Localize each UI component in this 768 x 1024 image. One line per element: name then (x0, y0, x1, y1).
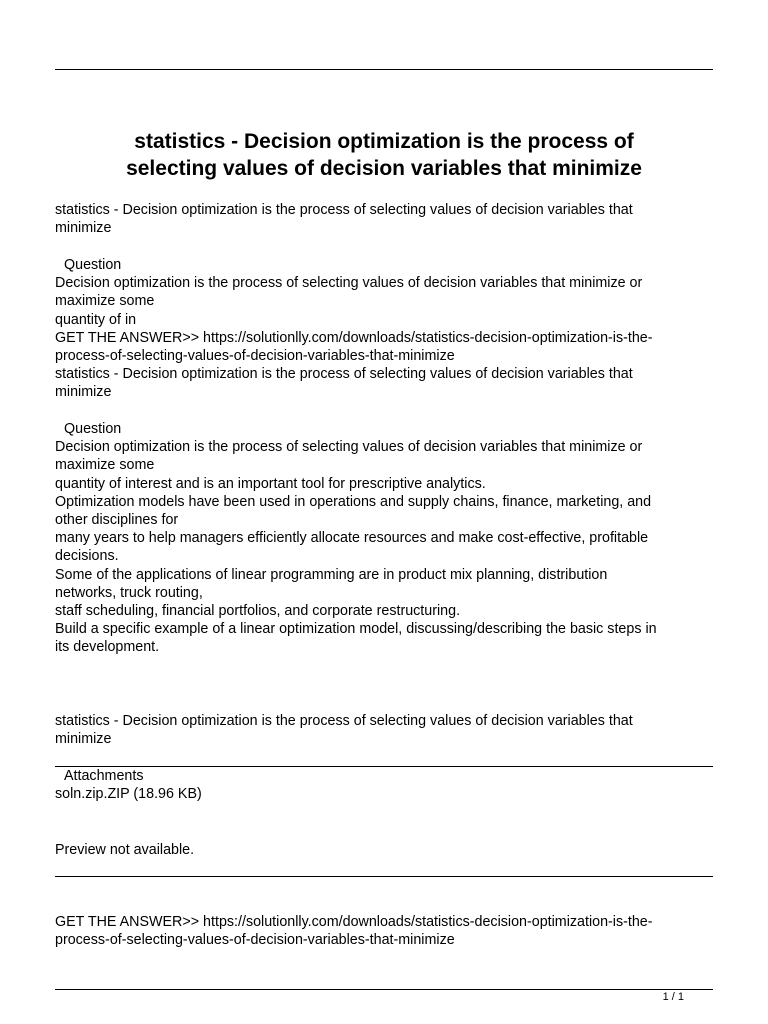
question-heading: Question (64, 421, 122, 437)
answer-link-line[interactable]: process-of-selecting-values-of-decision-variables-that-minimize (55, 932, 455, 949)
question-line: staff scheduling, financial portfolios, and corporate restructuring. (55, 603, 461, 620)
question-line: maximize some (55, 457, 155, 474)
title-line-1: statistics - Decision optimization is the process of (134, 130, 634, 153)
attachment-file-link[interactable]: soln.zip.ZIP (18.96 KB) (55, 786, 202, 803)
question-line: maximize some (55, 293, 155, 310)
page-title (55, 128, 713, 182)
preview-note (55, 841, 715, 859)
preview-text: Preview not available. (55, 842, 195, 858)
intro-line-1: statistics - Decision optimization is the process of selecting values of decision variables that (55, 202, 633, 218)
answer-link-line[interactable]: process-of-selecting-values-of-decision-variables-that-minimize (55, 348, 455, 365)
question-line: other disciplines for (55, 512, 179, 529)
attachments-heading: Attachments (64, 768, 144, 784)
attachments-bottom-rule (55, 876, 713, 877)
answer-link-line[interactable]: GET THE ANSWER>> https://solutionlly.com/downloads/statistics-decision-optimization-is-the- (55, 329, 653, 346)
question-line: Build a specific example of a linear optimization model, discussing/describing the basic steps in (55, 621, 657, 638)
question-line: Decision optimization is the process of selecting values of decision variables that minimize or (55, 275, 643, 292)
question-section-1 (55, 256, 715, 402)
question-line: statistics - Decision optimization is the process of selecting values of decision variables that (55, 366, 633, 383)
question-line: quantity of in (55, 311, 137, 328)
question-line: decisions. (55, 548, 119, 565)
question-line: minimize (55, 384, 112, 401)
answer-link-line[interactable]: GET THE ANSWER>> https://solutionlly.com/downloads/statistics-decision-optimization-is-the- (55, 914, 653, 930)
question-line: its development. (55, 639, 160, 656)
bottom-rule (55, 989, 713, 990)
repeat-title-paragraph (55, 712, 715, 748)
attachments-section (55, 767, 715, 803)
question-line: Decision optimization is the process of selecting values of decision variables that minimize or (55, 439, 643, 456)
footer-answer-link (55, 913, 715, 949)
title-line-2: selecting values of decision variables that minimize (126, 157, 642, 180)
question-line: networks, truck routing, (55, 584, 203, 601)
question-line: Optimization models have been used in operations and supply chains, finance, marketing, and (55, 493, 652, 510)
question-heading: Question (64, 257, 122, 273)
question-line: quantity of interest and is an important tool for prescriptive analytics. (55, 475, 486, 492)
intro-line-2: minimize (55, 220, 112, 237)
intro-paragraph (55, 201, 715, 237)
question-line: many years to help managers efficiently allocate resources and make cost-effective, profitable (55, 530, 649, 547)
repeat-title-line-2: minimize (55, 731, 112, 748)
top-rule (55, 69, 713, 70)
question-line: Some of the applications of linear programming are in product mix planning, distribution (55, 566, 608, 583)
page-number: 1 / 1 (662, 991, 684, 1003)
question-section-2 (55, 420, 715, 657)
repeat-title-line-1: statistics - Decision optimization is the process of selecting values of decision variables that (55, 713, 633, 729)
